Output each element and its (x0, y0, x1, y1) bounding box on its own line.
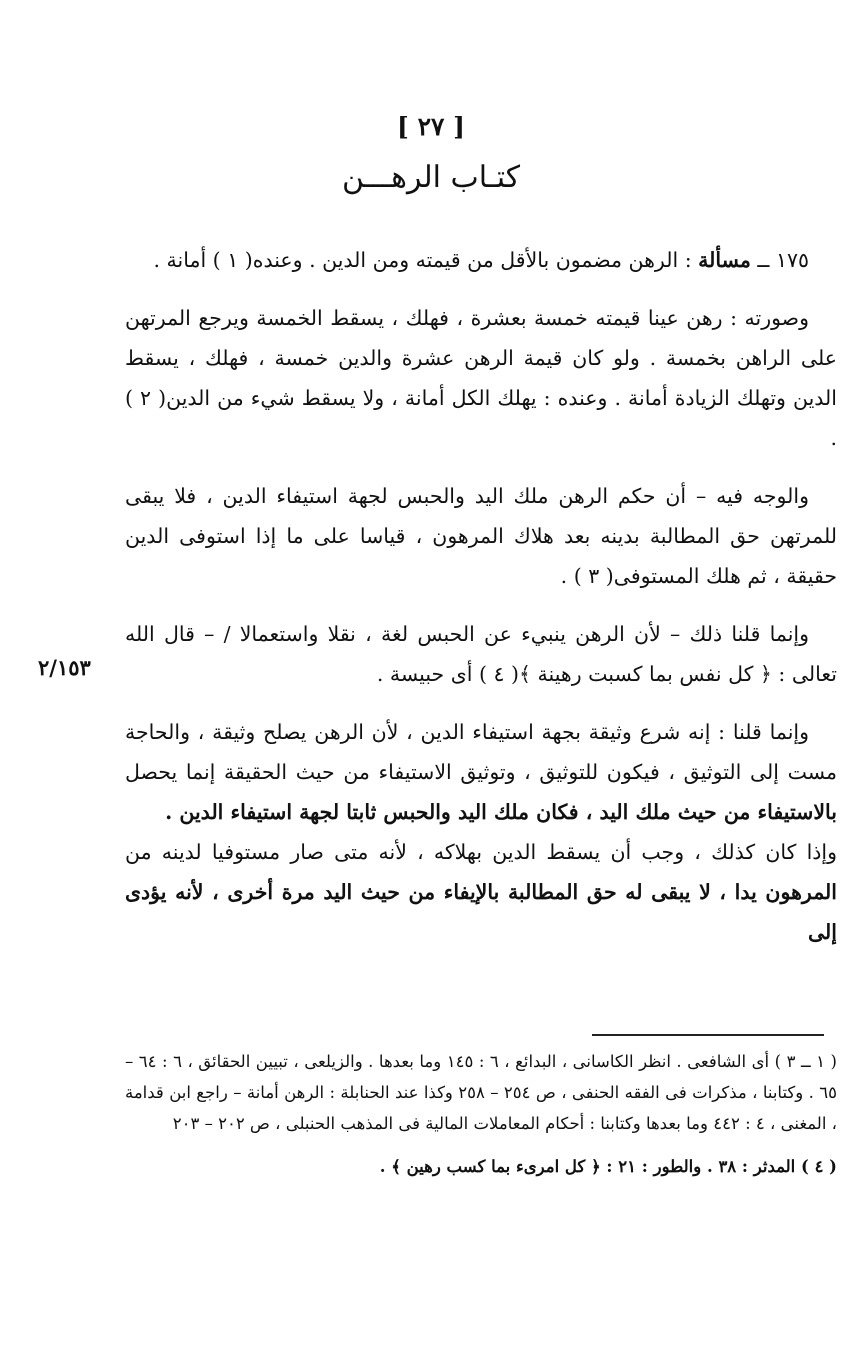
footnote-separator (592, 1034, 824, 1036)
end-text: وإذا كان كذلك ، وجب أن يسقط الدين بهلاكه ، لأنه متى صار مستوفيا لدينه من (125, 840, 837, 864)
quran-text: وإنما قلنا ذلك – لأن الرهن ينبيء عن الحبس لغة ، نقلا واستعمالا / – قال الله تعالى : ﴿ كل نفس بما كسبت رهينة ﴾( ٤ ) أى حبيسة . (125, 622, 837, 686)
page-number: [ ٢٧ ] (397, 112, 465, 141)
issue-number: ١٧٥ ــ (750, 248, 809, 272)
footnotes (125, 1046, 837, 1182)
image-text: وصورته : رهن عينا قيمته خمسة بعشرة ، فهلك ، يسقط الخمسة ويرجع المرتهن على الراهن بخمسة . ولو كان قيمة الرهن عشرة والدين خمسة ، فهلك ، يسقط الدين وتهلك الزيادة أمانة . وعنده : يهلك الكل أمانة ، ولا يسقط شيء من الدين( ٢ ) . (125, 306, 837, 450)
margin-reference: ٢/١٥٣ (38, 655, 91, 680)
trust-text-bold: بالاستيفاء من حيث ملك اليد ، فكان ملك اليد والحبس ثابتا لجهة استيفاء الدين . (165, 800, 837, 824)
footnote-1-3: ( ١ ــ ٣ ) أى الشافعى . انظر الكاسانى ، البدائع ، ٦ : ١٤٥ وما بعدها . والزيلعى ، تبيين الحقائق ، ٦ : ٦٤ – ٦٥ . وكتابنا ، مذكرات فى الفقه الحنفى ، ص ٢٥٤ – ٢٥٨ وكذا عند الحنابلة : الرهن أمانة – راجع ابن قدامة ، المغنى ، ٤ : ٤٤٢ وما بعدها وكتابنا : أحكام المعاملات المالية فى المذهب الحنبلى ، ص ٢٠٢ – ٢٠٣ (125, 1052, 837, 1133)
end-paragraph (125, 832, 837, 952)
end-text-bold: المرهون يدا ، لا يبقى له حق المطالبة بالإيفاء من حيث اليد مرة أخرى ، لأنه يؤدى إلى (125, 880, 837, 944)
footnote-4: ( ٤ ) المدثر : ٣٨ . والطور : ٢١ : ﴿ كل امرىء بما كسب رهين ﴾ . (379, 1157, 837, 1176)
body-text (125, 240, 837, 952)
chapter-title: كتـاب الرهـــن (341, 160, 521, 195)
quran-paragraph (125, 614, 837, 694)
issue-word: مسألة (698, 248, 751, 272)
reason-paragraph (125, 476, 837, 596)
trust-text: وإنما قلنا : إنه شرع وثيقة بجهة استيفاء الدين ، لأن الرهن يصلح وثيقة ، والحاجة مست إلى التوثيق ، فيكون للتوثيق ، وتوثيق الاستيفاء من حيث الحقيقة إنما يحصل (125, 720, 837, 784)
trust-paragraph (125, 712, 837, 832)
reason-text: والوجه فيه – أن حكم الرهن ملك اليد والحبس لجهة استيفاء الدين ، فلا يبقى للمرتهن حق المطالبة بدينه بعد هلاك المرهون ، قياسا على ما إذا استوفى الدين حقيقة ، ثم هلك المستوفى( ٣ ) . (125, 484, 837, 588)
image-paragraph (125, 298, 837, 458)
issue-paragraph (125, 240, 837, 280)
issue-text: : الرهن مضمون بالأقل من قيمته ومن الدين . وعنده( ١ ) أمانة . (153, 248, 699, 272)
